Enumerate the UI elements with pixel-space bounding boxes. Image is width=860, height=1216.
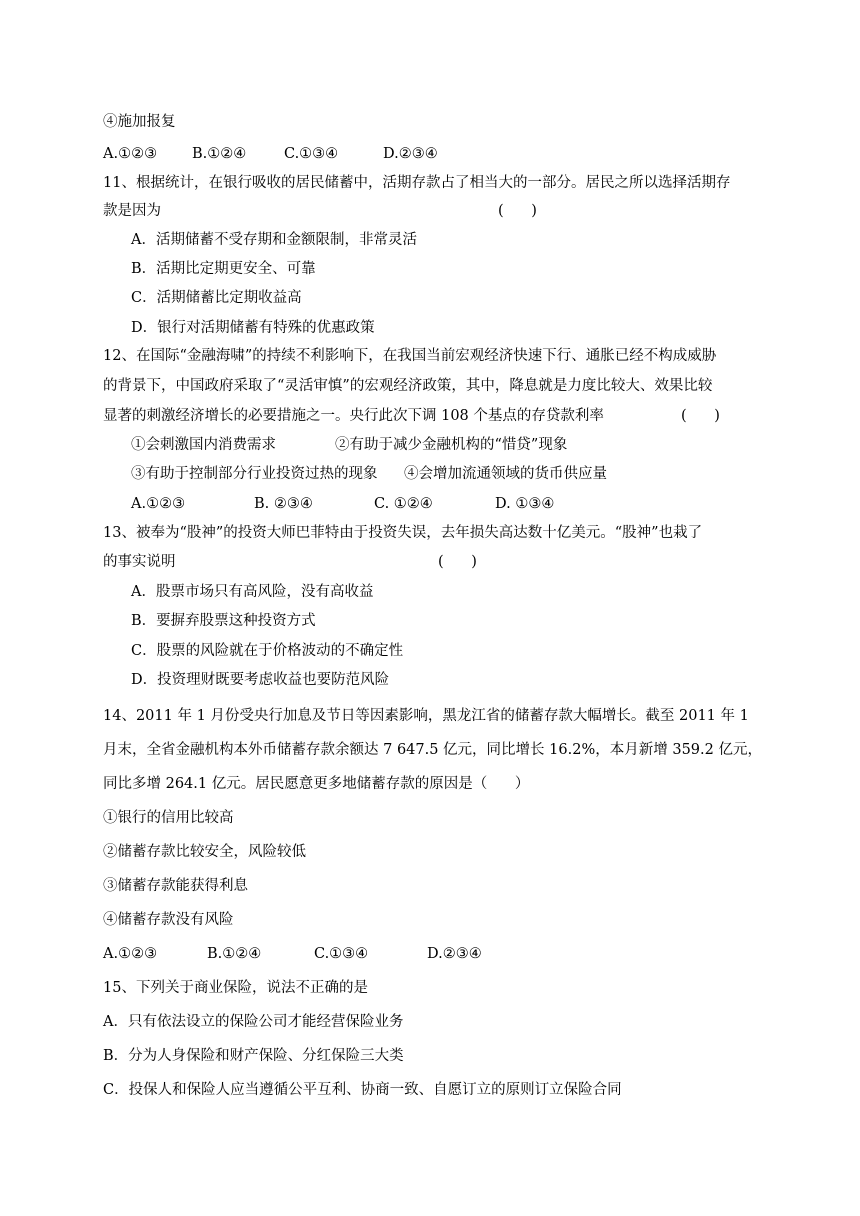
- q10-option-b: B.①②④: [192, 146, 247, 162]
- q13-stem-line2: 的事实说明: [103, 554, 176, 570]
- q12-stem-line1: 12、在国际“金融海啸”的持续不利影响下，在我国当前宏观经济快速下行、通胀已经不构成威胁: [103, 348, 717, 364]
- q14-item-1: ①银行的信用比较高: [103, 810, 234, 826]
- q12-option-b: B. ②③④: [254, 496, 313, 512]
- q10-item-4: ④施加报复: [103, 114, 176, 130]
- q12-item-4: ④会增加流通领域的货币供应量: [404, 466, 607, 482]
- q11-option-a: A．活期储蓄不受存期和金额限制，非常灵活: [131, 232, 417, 248]
- q11-option-b: B．活期比定期更安全、可靠: [131, 261, 316, 277]
- q12-item-2: ②有助于减少金融机构的“惜贷”现象: [335, 437, 568, 453]
- q14-item-3: ③储蓄存款能获得利息: [103, 878, 248, 894]
- q14-option-c: C.①③④: [314, 946, 369, 962]
- q15-option-a: A．只有依法设立的保险公司才能经营保险业务: [103, 1014, 404, 1030]
- q14-option-a: A.①②③: [103, 946, 158, 962]
- q13-option-c: C．股票的风险就在于价格波动的不确定性: [131, 643, 404, 659]
- q12-item-1: ①会刺激国内消费需求: [131, 437, 276, 453]
- q11-stem-line2: 款是因为: [103, 203, 161, 219]
- q13-option-d: D．投资理财既要考虑收益也要防范风险: [131, 672, 390, 688]
- q11-stem-line1: 11、根据统计，在银行吸收的居民储蓄中，活期存款占了相当大的一部分。居民之所以选择活期存: [103, 175, 731, 191]
- q10-option-d: D.②③④: [383, 146, 438, 162]
- q14-item-4: ④储蓄存款没有风险: [103, 912, 234, 928]
- q10-option-a: A.①②③: [103, 146, 158, 162]
- q15-option-c: C．投保人和保险人应当遵循公平互利、协商一致、自愿订立的原则订立保险合同: [103, 1082, 622, 1098]
- q13-option-b: B．要摒弃股票这种投资方式: [131, 613, 316, 629]
- q12-option-d: D. ①③④: [495, 496, 555, 512]
- q12-option-c: C. ①②④: [374, 496, 433, 512]
- q15-stem: 15、下列关于商业保险，说法不正确的是: [103, 980, 368, 996]
- q14-stem-line3: 同比多增 264.1 亿元。居民愿意更多地储蓄存款的原因是（ ）: [103, 776, 530, 792]
- q13-stem-line1: 13、被奉为“股神”的投资大师巴菲特由于投资失误，去年损失高达数十亿美元。“股神”也栽了: [103, 525, 703, 541]
- q11-option-c: C．活期储蓄比定期收益高: [131, 290, 302, 306]
- q11-answer-paren: ( ): [498, 203, 537, 219]
- q12-stem-line2: 的背景下，中国政府采取了“灵活审慎”的宏观经济政策，其中，降息就是力度比较大、效果比较: [103, 378, 713, 394]
- q10-option-c: C.①③④: [284, 146, 339, 162]
- q15-option-b: B．分为人身保险和财产保险、分红保险三大类: [103, 1048, 404, 1064]
- q11-option-d: D．银行对活期储蓄有特殊的优惠政策: [131, 320, 375, 336]
- q14-stem-line2: 月末，全省金融机构本外币储蓄存款余额达 7 647.5 亿元，同比增长 16.2%，本月新增 359.2 亿元，: [103, 742, 762, 758]
- q12-option-a: A.①②③: [131, 496, 186, 512]
- q14-stem-line1: 14、2011 年 1 月份受央行加息及节日等因素影响，黑龙江省的储蓄存款大幅增长。截至 2011 年 1: [103, 708, 749, 724]
- q12-answer-paren: ( ): [681, 408, 720, 424]
- q12-item-3: ③有助于控制部分行业投资过热的现象: [131, 466, 378, 482]
- q13-answer-paren: ( ): [438, 554, 477, 570]
- q14-option-b: B.①②④: [207, 946, 262, 962]
- q12-stem-line3: 显著的刺激经济增长的必要措施之一。央行此次下调 108 个基点的存贷款利率: [103, 408, 604, 424]
- q14-item-2: ②储蓄存款比较安全，风险较低: [103, 844, 306, 860]
- q13-option-a: A．股票市场只有高风险，没有高收益: [131, 584, 374, 600]
- q14-option-d: D.②③④: [427, 946, 482, 962]
